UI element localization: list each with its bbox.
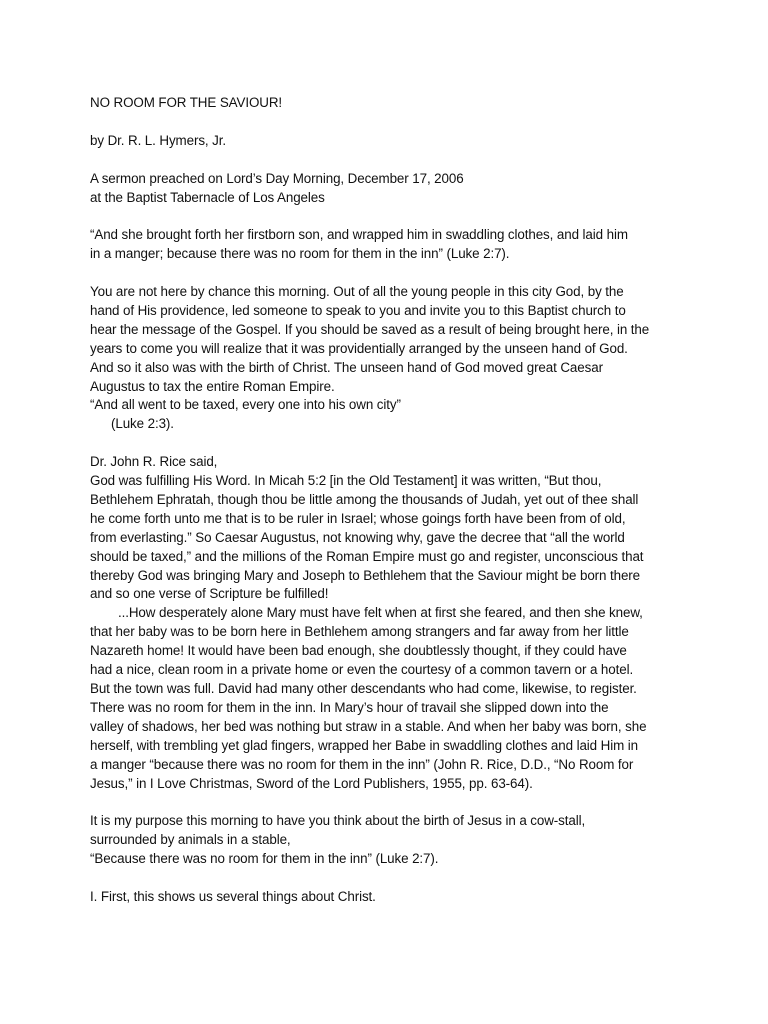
preached-line: at the Baptist Tabernacle of Los Angeles bbox=[90, 189, 325, 205]
paragraph-line: You are not here by chance this morning. Out of all the young people in this city God, by the bbox=[90, 284, 624, 299]
paragraph-line: a manger “because there was no room for them in the inn” (John R. Rice, D.D., “No Room for bbox=[90, 756, 634, 772]
paragraph-line: should be taxed,” and the millions of the Roman Empire must go and register, unconscious that bbox=[90, 548, 644, 564]
paragraph-line: Dr. John R. Rice said, bbox=[90, 454, 218, 470]
paragraph-line: There was no room for them in the inn. In Mary’s hour of travail she slipped down into the bbox=[90, 699, 609, 715]
paragraph-line: “Because there was no room for them in the inn” (Luke 2:7). bbox=[90, 851, 439, 867]
paragraph-line: valley of shadows, her bed was nothing but straw in a stable. And when her baby was born, she bbox=[90, 718, 647, 734]
text-quote bbox=[90, 226, 688, 264]
author-line: by Dr. R. L. Hymers, Jr. bbox=[90, 132, 226, 148]
preached-line: A sermon preached on Lord’s Day Morning, December 17, 2006 bbox=[90, 170, 464, 186]
spacer bbox=[90, 793, 688, 812]
paragraph-line: herself, with trembling yet glad fingers, wrapped her Babe in swaddling clothes and laid Him in bbox=[90, 737, 638, 753]
paragraph-line: Nazareth home! It would have been bad enough, she doubtlessly thought, if they could have bbox=[90, 643, 627, 659]
spacer bbox=[90, 113, 688, 132]
intro-paragraph bbox=[90, 283, 688, 434]
spacer bbox=[90, 151, 688, 170]
preached-info bbox=[90, 170, 688, 208]
paragraph-line: from everlasting.” So Caesar Augustus, not knowing why, gave the decree that “all the world bbox=[90, 529, 625, 545]
section-heading-one: I. First, this shows us several things about Christ. bbox=[90, 888, 376, 904]
paragraph-line: hand of His providence, led someone to speak to you and invite you to this Baptist church to bbox=[90, 302, 626, 318]
paragraph-line: But the town was full. David had many other descendants who had come, likewise, to register. bbox=[90, 681, 637, 697]
paragraph-line: “And all went to be taxed, every one into his own city” bbox=[90, 397, 401, 413]
quote-line: in a manger; because there was no room for them in the inn” (Luke 2:7). bbox=[90, 246, 510, 262]
purpose-paragraph bbox=[90, 812, 688, 869]
scripture-reference: (Luke 2:3). bbox=[111, 416, 174, 432]
paragraph-line: years to come you will realize that it was providentially arranged by the unseen hand of God. bbox=[90, 340, 628, 356]
paragraph-line: had a nice, clean room in a private home or even the courtesy of a common tavern or a hotel. bbox=[90, 662, 634, 678]
paragraph-line: he come forth unto me that is to be ruler in Israel; whose goings forth have been from of old, bbox=[90, 510, 626, 526]
spacer bbox=[90, 264, 688, 283]
paragraph-line: that her baby was to be born here in Bethlehem among strangers and far away from her little bbox=[90, 624, 629, 640]
paragraph-line: hear the message of the Gospel. If you should be saved as a result of being brought here, in the bbox=[90, 321, 650, 337]
paragraph-line: surrounded by animals in a stable, bbox=[90, 832, 291, 848]
quote-line: “And she brought forth her firstborn son, and wrapped him in swaddling clothes, and laid him bbox=[90, 227, 628, 243]
paragraph-line: Augustus to tax the entire Roman Empire. bbox=[90, 378, 335, 394]
spacer bbox=[90, 869, 688, 888]
spacer bbox=[90, 434, 688, 453]
paragraph-line: It is my purpose this morning to have you think about the birth of Jesus in a cow-stall, bbox=[90, 813, 586, 829]
paragraph-line: and so one verse of Scripture be fulfilled! bbox=[90, 586, 329, 602]
paragraph-line: God was fulfilling His Word. In Micah 5:2 [in the Old Testament] it was written, “But thou, bbox=[90, 473, 602, 489]
paragraph-line: ...How desperately alone Mary must have felt when at first she feared, and then she knew, bbox=[118, 605, 643, 621]
document-title: NO ROOM FOR THE SAVIOUR! bbox=[90, 95, 283, 110]
paragraph-line: Bethlehem Ephratah, though thou be little among the thousands of Judah, yet out of thee shall bbox=[90, 491, 639, 507]
paragraph-line: Jesus,” in I Love Christmas, Sword of the Lord Publishers, 1955, pp. 63-64). bbox=[90, 775, 533, 791]
rice-quote bbox=[90, 453, 688, 793]
paragraph-line: And so it also was with the birth of Christ. The unseen hand of God moved great Caesar bbox=[90, 359, 603, 375]
spacer bbox=[90, 207, 688, 226]
paragraph-line: thereby God was bringing Mary and Joseph to Bethlehem that the Saviour might be born there bbox=[90, 567, 641, 583]
